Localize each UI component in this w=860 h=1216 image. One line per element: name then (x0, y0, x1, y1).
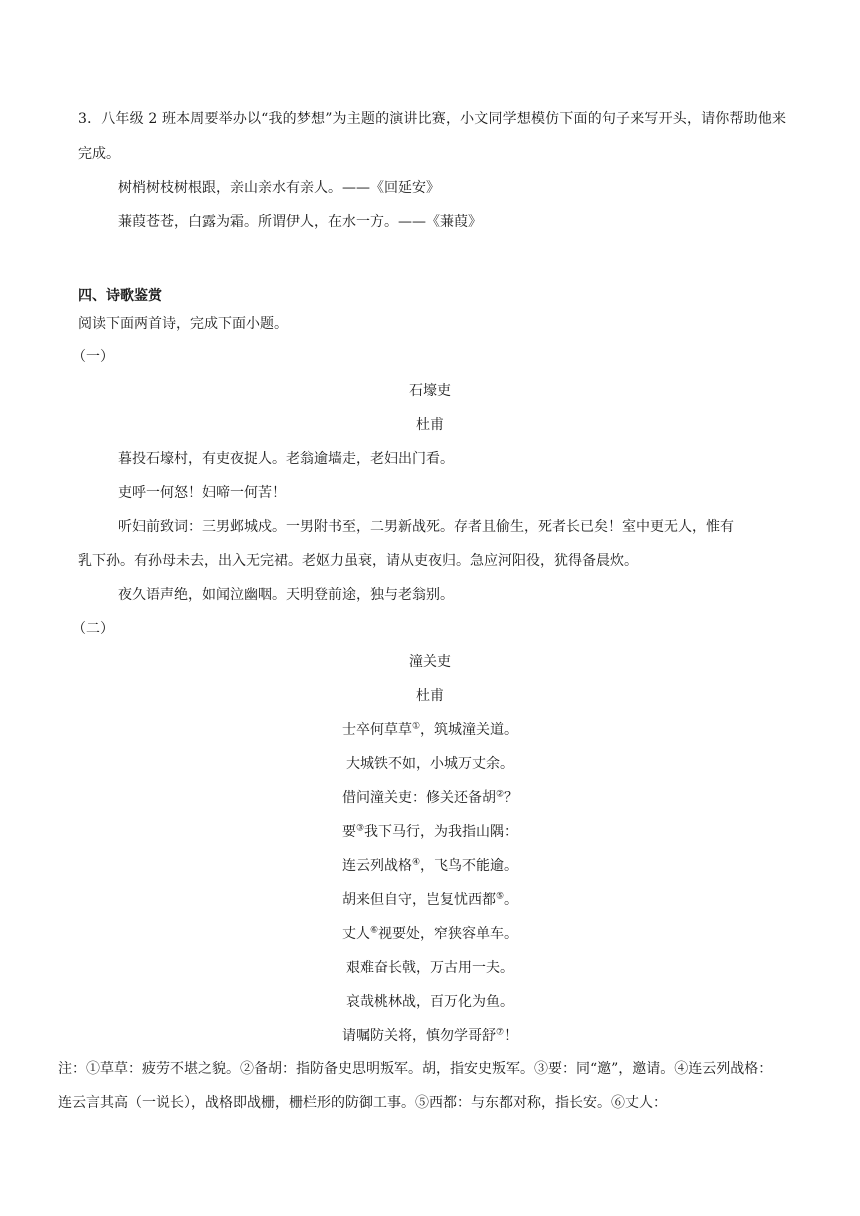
poem-1-paragraph-3-line-1: 听妇前致词：三男邺城戍。一男附书至，二男新战死。存者且偷生，死者长已矣！室中更无人，惟有 (118, 519, 734, 535)
footnote-marker: ② (495, 789, 505, 800)
poem-2-label: （二） (72, 621, 114, 637)
question-3-example-1: 树梢树枝树根跟，亲山亲水有亲人。——《回延安》 (118, 180, 440, 196)
poem-1-author: 杜甫 (416, 417, 444, 433)
question-3-example-2: 蒹葭苍苍，白露为霜。所谓伊人，在水一方。——《蒹葭》 (118, 214, 482, 230)
poem-2-line-1: 士卒何草草①，筑城潼关道。 (341, 721, 519, 738)
poem-2-line-10: 请嘱防关将，慎勿学哥舒⑦！ (341, 1027, 519, 1044)
poem-1-paragraph-2: 吏呼一何怒！妇啼一何苦！ (118, 485, 286, 501)
footnote-marker: ⑥ (369, 925, 379, 936)
poem-1-label: （一） (72, 349, 114, 365)
poem-2-line-9: 哀哉桃林战，百万化为鱼。 (346, 994, 514, 1010)
poem-1-title: 石壕吏 (409, 383, 451, 399)
poem-2-notes: 注：①草草：疲劳不堪之貌。②备胡：指防备史思明叛军。胡，指安史叛军。③要：同“邀”，邀请。④连云列战格：连云言其高（一说长），战格即战栅，栅栏形的防御工事。⑤西都：与东都对称，指长安。⑥丈人： (58, 1061, 773, 1111)
section-4-instruction: 阅读下面两首诗，完成下面小题。 (78, 316, 288, 332)
footnote-marker: ⑦ (495, 1027, 505, 1038)
poem-2-line-7: 丈人⑥视要处，窄狭容单车。 (341, 925, 519, 942)
poem-2-line-4: 要③我下马行，为我指山隅： (341, 823, 519, 840)
question-3-text: 3．八年级 2 班本周要举办以“我的梦想”为主题的演讲比赛，小文同学想模仿下面的句子来写开头，请你帮助他来完成。 (78, 111, 786, 162)
poem-2-line-8: 艰难奋长戟，万古用一夫。 (346, 960, 514, 976)
footnote-marker: ③ (355, 823, 365, 834)
footnote-marker: ① (411, 721, 421, 732)
poem-2-line-3: 借问潼关吏：修关还备胡②？ (341, 789, 519, 806)
section-4-heading: 四、诗歌鉴赏 (78, 288, 162, 304)
poem-2-line-5: 连云列战格④，飞鸟不能逾。 (341, 857, 519, 874)
footnote-marker: ④ (411, 857, 421, 868)
footnote-marker: ⑤ (495, 891, 505, 902)
poem-2-title: 潼关吏 (409, 654, 451, 670)
poem-1-paragraph-3-line-2: 乳下孙。有孙母未去，出入无完裙。老妪力虽衰，请从吏夜归。急应河阳役，犹得备晨炊。 (78, 553, 638, 569)
poem-2-line-2: 大城铁不如，小城万丈余。 (346, 756, 514, 772)
poem-2-author: 杜甫 (416, 688, 444, 704)
poem-1-paragraph-1: 暮投石壕村，有吏夜捉人。老翁逾墙走，老妇出门看。 (118, 451, 454, 467)
poem-1-paragraph-4: 夜久语声绝，如闻泣幽咽。天明登前途，独与老翁别。 (118, 587, 454, 603)
poem-2-line-6: 胡来但自守，岂复忧西都⑤。 (341, 891, 519, 908)
